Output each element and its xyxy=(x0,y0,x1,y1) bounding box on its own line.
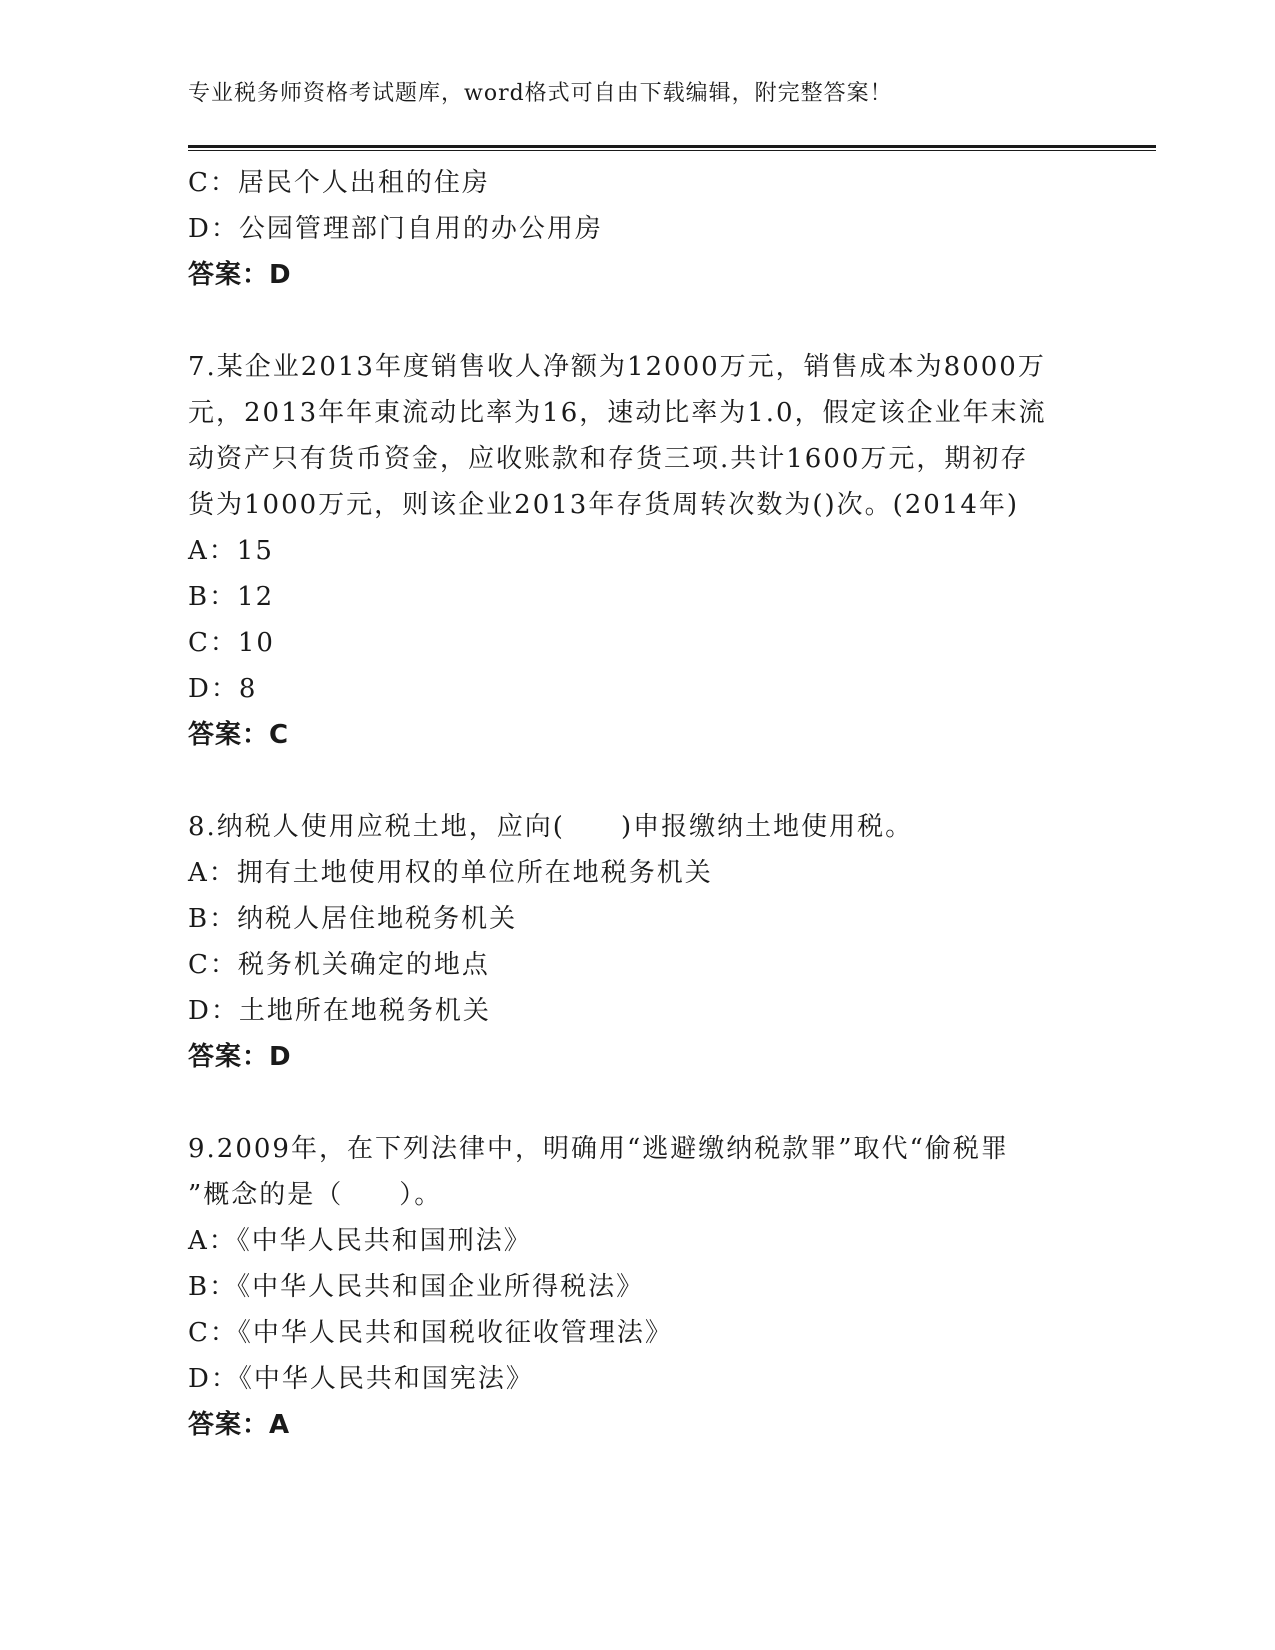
option-a: A：拥有土地使用权的单位所在地税务机关 xyxy=(188,858,713,888)
answer-line: 答案：D xyxy=(188,1042,292,1072)
question-8 xyxy=(188,804,1088,1080)
option-c: C：《中华人民共和国税收征收管理法》 xyxy=(188,1318,673,1348)
option-c: C：居民个人出租的住房 xyxy=(188,168,490,198)
question-text-line: ”概念的是（ ）。 xyxy=(188,1180,443,1210)
question-text-line: 8.纳税人使用应税土地，应向( )申报缴纳土地使用税。 xyxy=(188,812,914,842)
option-c: C：税务机关确定的地点 xyxy=(188,950,490,980)
header-rule-thick xyxy=(188,145,1156,148)
option-d: D：公园管理部门自用的办公用房 xyxy=(188,214,603,244)
answer-line: 答案：C xyxy=(188,720,290,750)
spacer xyxy=(188,1080,1088,1126)
question-text-line: 动资产只有货币资金，应收账款和存货三项.共计1600万元，期初存 xyxy=(188,444,1029,474)
option-b: B：12 xyxy=(188,582,275,612)
option-a: A：15 xyxy=(188,536,274,566)
answer-line: 答案：D xyxy=(188,260,292,290)
question-text-line: 9.2009年，在下列法律中，明确用“逃避缴纳税款罪”取代“偷税罪 xyxy=(188,1134,1009,1164)
question-text-line: 货为1000万元，则该企业2013年存货周转次数为()次。(2014年) xyxy=(188,490,1020,520)
option-d: D：8 xyxy=(188,674,258,704)
page-header: 专业税务师资格考试题库，word格式可自由下载编辑，附完整答案！ xyxy=(188,81,893,106)
option-d: D：土地所在地税务机关 xyxy=(188,996,491,1026)
header-rule-thin xyxy=(188,150,1156,151)
question-text-line: 7.某企业2013年度销售收人净额为12000万元，销售成本为8000万 xyxy=(188,352,1046,382)
option-b: B：纳税人居住地税务机关 xyxy=(188,904,518,934)
question-7 xyxy=(188,344,1088,758)
spacer xyxy=(188,298,1088,344)
prev-question-block xyxy=(188,160,1088,298)
answer-line: 答案：A xyxy=(188,1410,291,1440)
option-d: D：《中华人民共和国宪法》 xyxy=(188,1364,534,1394)
question-9 xyxy=(188,1126,1088,1448)
spacer xyxy=(188,758,1088,804)
document-body xyxy=(188,160,1088,1448)
option-c: C：10 xyxy=(188,628,275,658)
option-a: A：《中华人民共和国刑法》 xyxy=(188,1226,532,1256)
question-text-line: 元，2013年年東流动比率为16，速动比率为1.0，假定该企业年末流 xyxy=(188,398,1047,428)
option-b: B：《中华人民共和国企业所得税法》 xyxy=(188,1272,645,1302)
